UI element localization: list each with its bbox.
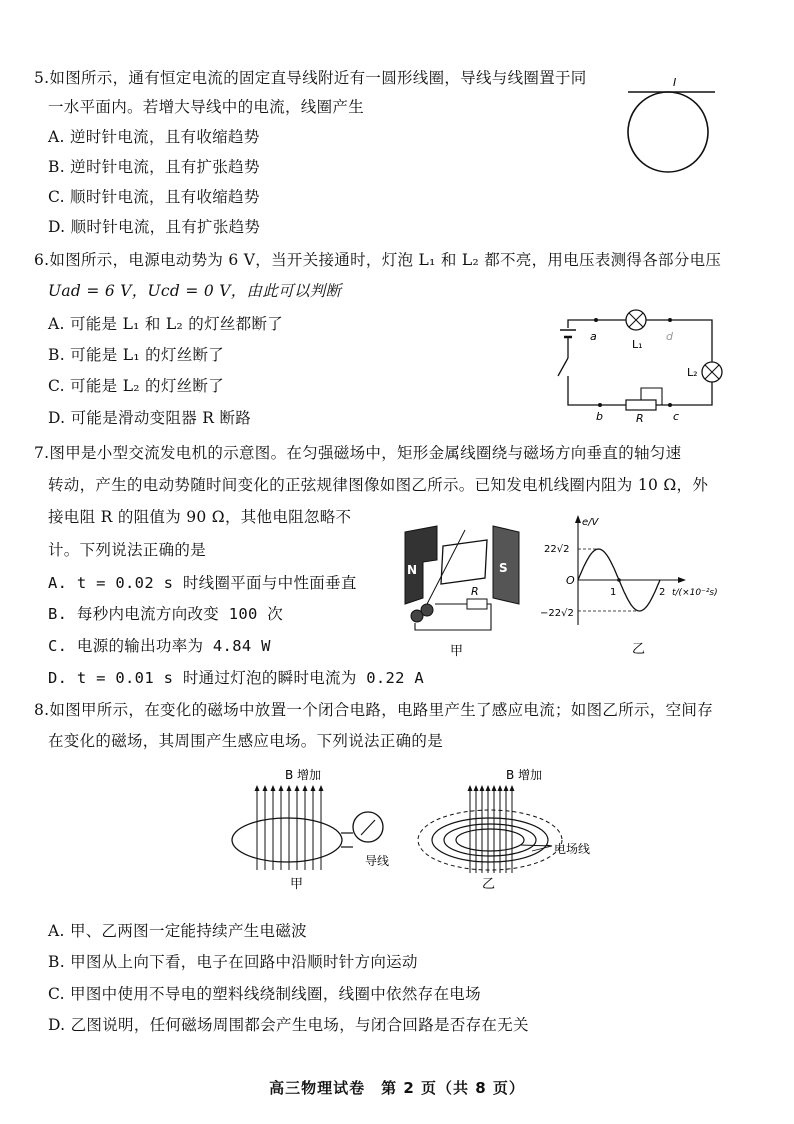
- q5-option-c: C. 顺时针电流，且有收缩趋势: [48, 188, 260, 206]
- q7-option-c: C. 电源的输出功率为 4.84 W: [48, 637, 271, 655]
- field-line-arrow: [319, 785, 324, 791]
- label-l2: L₂: [687, 366, 698, 379]
- node-d: [668, 318, 672, 322]
- ytick-positive: 22√2: [544, 544, 570, 555]
- field-line-arrow: [504, 785, 509, 791]
- field-line-arrow: [279, 785, 284, 791]
- resistor-r: [467, 599, 487, 609]
- label-s: S: [499, 561, 508, 575]
- q8-option-b: B. 甲图从上向下看，电子在回路中沿顺时针方向运动: [48, 953, 418, 971]
- q7-figure-emf-graph: [540, 505, 718, 665]
- electric-field-label: 电场线: [554, 842, 591, 856]
- q7-stem-line3: 接电阻 R 的阻值为 90 Ω，其他电阻忽略不: [48, 508, 352, 526]
- field-line-arrow: [498, 785, 503, 791]
- q5-option-d: D. 顺时针电流，且有扩张趋势: [48, 218, 261, 236]
- field-line-arrow: [474, 785, 479, 791]
- q6-stem-line2: Uad = 6 V，Ucd = 0 V，由此可以判断: [48, 282, 342, 300]
- q7-stem-line2: 转动，产生的电动势随时间变化的正弦规律图像如图乙所示。已知发电机线圈内阻为 10 Ω，外: [48, 476, 709, 494]
- b-increase-label-yi: B 增加: [506, 768, 543, 782]
- caption-yi: 乙: [632, 642, 646, 657]
- origin-label: O: [566, 574, 575, 587]
- q7-option-b: B. 每秒内电流方向改变 100 次: [48, 605, 284, 623]
- xtick-1: 1: [610, 587, 617, 598]
- b-increase-label-jia: B 增加: [285, 768, 322, 782]
- outer-field-line-dashed: [418, 810, 562, 870]
- field-line-arrow: [510, 785, 515, 791]
- q5-option-a: A. 逆时针电流，且有收缩趋势: [48, 128, 260, 146]
- label-d: d: [666, 330, 673, 343]
- label-r: R: [636, 412, 644, 425]
- label-r: R: [471, 585, 479, 598]
- field-line-arrow: [271, 785, 276, 791]
- label-l1: L₁: [632, 338, 643, 351]
- caption-yi: 乙: [482, 877, 496, 892]
- circular-coil: [628, 92, 708, 172]
- slip-ring-2: [421, 604, 433, 616]
- field-line-arrow: [295, 785, 300, 791]
- q6-stem-line1: 6.如图所示，电源电动势为 6 V，当开关接通时，灯泡 L₁ 和 L₂ 都不亮，用电压表测得各部分电压: [34, 251, 722, 269]
- q8-option-a: A. 甲、乙两图一定能持续产生电磁波: [48, 922, 307, 940]
- q6-option-d: D. 可能是滑动变阻器 R 断路: [48, 409, 252, 427]
- x-axis-label: t/(×10⁻²s): [672, 588, 718, 598]
- field-line-arrow: [468, 785, 473, 791]
- switch-blade: [558, 358, 568, 376]
- q8-stem-line1: 8.如图甲所示，在变化的磁场中放置一个闭合电路，电路里产生了感应电流；如图乙所示，空间存: [34, 701, 713, 719]
- q5-option-b: B. 逆时针电流，且有扩张趋势: [48, 158, 260, 176]
- wire-label: 导线: [365, 854, 390, 868]
- q7-option-a: A. t = 0.02 s 时线圈平面与中性面垂直: [48, 574, 357, 592]
- node-c: [668, 403, 672, 407]
- field-line-arrow: [263, 785, 268, 791]
- q8-option-c: C. 甲图中使用不导电的塑料线绕制线圈，线圈中依然存在电场: [48, 985, 481, 1003]
- q8-option-d: D. 乙图说明，任何磁场周围都会产生电场，与闭合回路是否存在无关: [48, 1016, 529, 1034]
- q7-stem-line4: 计。下列说法正确的是: [48, 541, 207, 559]
- q8-figure-yi: [412, 765, 612, 895]
- caption-jia: 甲: [450, 644, 464, 659]
- q7-option-d: D. t = 0.01 s 时通过灯泡的瞬时电流为 0.22 A: [48, 669, 425, 687]
- caption-jia: 甲: [290, 877, 304, 892]
- label-n: N: [407, 563, 418, 577]
- q6-option-a: A. 可能是 L₁ 和 L₂ 的灯丝都断了: [48, 315, 284, 333]
- node-b: [598, 403, 602, 407]
- q6-option-c: C. 可能是 L₂ 的灯丝断了: [48, 377, 225, 395]
- q7-figure-generator: [395, 520, 530, 665]
- ytick-negative: −22√2: [540, 608, 574, 619]
- label-a: a: [590, 330, 597, 343]
- label-c: c: [673, 410, 680, 423]
- closed-loop: [232, 818, 342, 862]
- page-footer: 高三物理试卷 第 2 页（共 8 页）: [269, 1079, 525, 1097]
- xtick-2: 2: [659, 587, 666, 598]
- q8-figure-jia: [225, 765, 410, 895]
- field-line-arrow: [492, 785, 497, 791]
- rheostat-body: [626, 400, 656, 410]
- field-line-arrow: [311, 785, 316, 791]
- q8-stem-line2: 在变化的磁场，其周围产生感应电场。下列说法正确的是: [48, 732, 444, 750]
- q6-option-b: B. 可能是 L₁ 的灯丝断了: [48, 346, 225, 364]
- q5-stem-line1: 5.如图所示，通有恒定电流的固定直导线附近有一圆形线圈，导线与线圈置于同: [34, 69, 587, 87]
- q6-figure-circuit: [540, 310, 730, 425]
- field-line-3: [456, 829, 524, 851]
- rotating-coil: [441, 540, 487, 584]
- current-label: I: [673, 76, 677, 89]
- field-line-arrow: [303, 785, 308, 791]
- magnetic-field-lines: [255, 785, 324, 870]
- label-b: b: [596, 410, 603, 423]
- field-line-arrow: [255, 785, 260, 791]
- field-line-arrow: [486, 785, 491, 791]
- q5-figure-wire-loop: [620, 72, 720, 182]
- field-line-arrow: [480, 785, 485, 791]
- node-a: [594, 318, 598, 322]
- field-line-arrow: [287, 785, 292, 791]
- q5-stem-line2: 一水平面内。若增大导线中的电流，线圈产生: [48, 98, 365, 116]
- y-axis-label: e/V: [582, 517, 599, 528]
- q7-stem-line1: 7.图甲是小型交流发电机的示意图。在匀强磁场中，矩形金属线圈绕与磁场方向垂直的轴匀速: [34, 444, 682, 462]
